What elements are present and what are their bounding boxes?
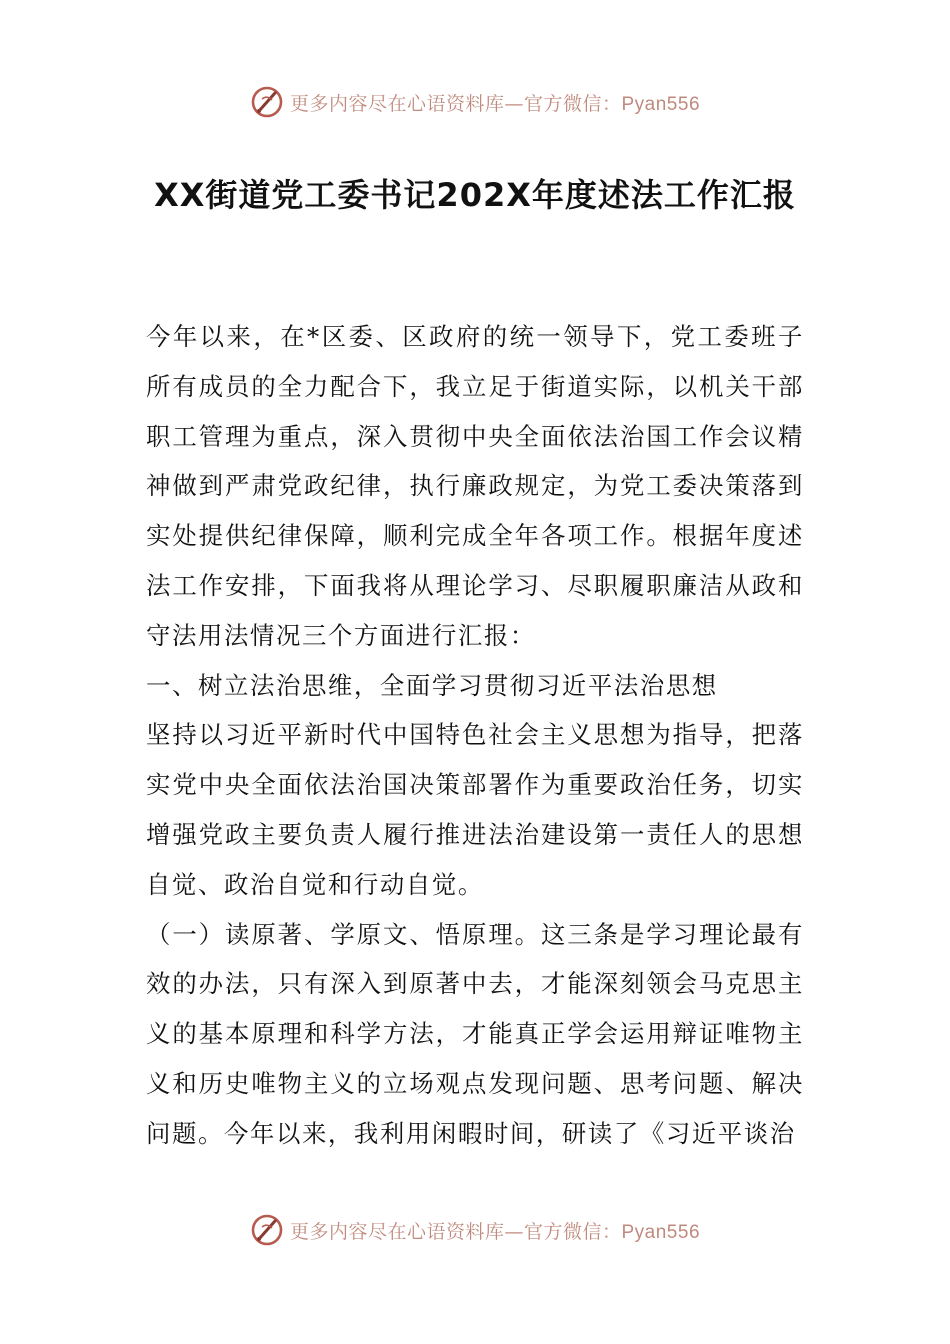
watermark-handle: Pyan556: [621, 93, 701, 115]
section-1-paragraph: 坚持以习近平新时代中国特色社会主义思想为指导，把落实党中央全面依法治国决策部署作为重要政治任务，切实增强党政主要负责人履行推进法治建设第一责任人的思想自觉、政治自觉和行动自觉。: [146, 720, 804, 899]
subsection-1-paragraph: （一）读原著、学原文、悟原理。这三条是学习理论最有效的办法，只有深入到原著中去，才能深刻领会马克思主义的基本原理和科学方法，才能真正学会运用辩证唯物主义和历史唯物主义的立场观点发现问题、思考问题、解决问题。今年以来，我利用闲暇时间，研读了《习近平谈治: [146, 919, 804, 1148]
watermark-handle: Pyan556: [621, 1221, 701, 1243]
watermark-text: 更多内容尽在心语资料库—官方微信：Pyan556: [289, 92, 701, 115]
pen-circle-icon: [250, 1213, 284, 1247]
section-heading-1: 一、树立法治思维，全面学习贯彻习近平法治思想: [146, 670, 718, 700]
document-title: XX街道党工委书记202X年度述法工作汇报: [154, 176, 796, 214]
pen-circle-icon: [250, 85, 284, 119]
watermark-banner-top: [0, 82, 950, 122]
document-body: [146, 312, 804, 1159]
intro-paragraph: 今年以来，在*区委、区政府的统一领导下，党工委班子所有成员的全力配合下，我立足于街道实际，以机关干部职工管理为重点，深入贯彻中央全面依法治国工作会议精神做到严肃党政纪律，执行廉政规定，为党工委决策落到实处提供纪律保障，顺利完成全年各项工作。根据年度述法工作安排，下面我将从理论学习、尽职履职廉洁从政和守法用法情况三个方面进行汇报：: [146, 322, 804, 650]
watermark-banner-bottom: [0, 1210, 950, 1250]
watermark-text: 更多内容尽在心语资料库—官方微信：Pyan556: [289, 1220, 701, 1243]
